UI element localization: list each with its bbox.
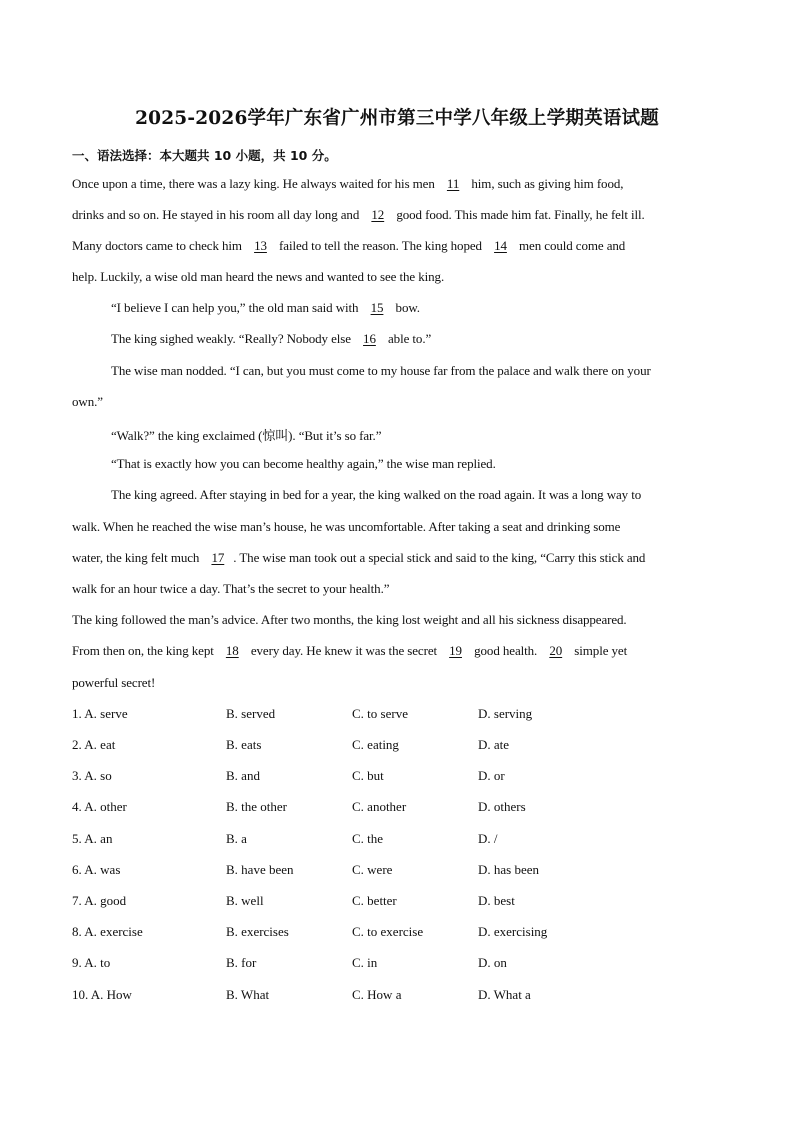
- option-c: C. in: [352, 955, 378, 970]
- passage-text: good food. This made him fat. Finally, he felt ill.: [393, 207, 645, 222]
- passage-text: Many doctors came to check him: [72, 238, 246, 253]
- passage-line: [72, 176, 623, 192]
- passage-line: “Walk?” the king exclaimed (惊叫). “But it’s so far.”: [111, 428, 382, 443]
- option-c: C. to exercise: [352, 924, 424, 939]
- passage-line: The wise man nodded. “I can, but you must come to my house far from the palace and walk there on your: [111, 363, 651, 378]
- passage-line: [72, 238, 625, 254]
- passage-line: [72, 550, 645, 566]
- option-b: B. exercises: [226, 924, 289, 939]
- option-a: 5. A. an: [72, 831, 113, 846]
- option-b: B. and: [226, 768, 260, 783]
- passage-text: water, the king felt much: [72, 550, 203, 565]
- passage-line: [111, 300, 420, 316]
- option-a: 4. A. other: [72, 799, 127, 814]
- passage-line: [111, 331, 431, 347]
- passage-line: The king followed the man’s advice. After two months, the king lost weight and all his sickness disappeared.: [72, 612, 627, 627]
- blank-15: 15: [370, 300, 384, 315]
- option-d: D. /: [478, 831, 498, 846]
- option-b: B. eats: [226, 737, 262, 752]
- option-b: B. a: [226, 831, 247, 846]
- blank-20: 20: [549, 643, 563, 658]
- passage-text: men could come and: [515, 238, 626, 253]
- option-c: C. but: [352, 768, 384, 783]
- option-b: B. the other: [226, 799, 288, 814]
- option-a: 8. A. exercise: [72, 924, 143, 939]
- option-c: C. better: [352, 893, 397, 908]
- passage-text: good health.: [470, 643, 541, 658]
- option-a: 2. A. eat: [72, 737, 116, 752]
- option-a: 10. A. How: [72, 987, 132, 1002]
- passage-text: him, such as giving him food,: [468, 176, 624, 191]
- blank-13: 13: [254, 238, 267, 253]
- option-d: D. on: [478, 955, 507, 970]
- blank-11: 11: [446, 176, 460, 191]
- passage-line: “That is exactly how you can become healthy again,” the wise man replied.: [111, 456, 496, 471]
- option-d: D. best: [478, 893, 515, 908]
- option-b: B. served: [226, 706, 276, 721]
- option-b: B. What: [226, 987, 270, 1002]
- blank-17: 17: [211, 550, 225, 565]
- passage-line: [72, 643, 627, 659]
- option-d: D. ate: [478, 737, 510, 752]
- passage-text: failed to tell the reason. The king hoped: [275, 238, 486, 253]
- option-b: B. have been: [226, 862, 294, 877]
- option-d: D. What a: [478, 987, 531, 1002]
- option-b: B. for: [226, 955, 257, 970]
- blank-18: 18: [225, 643, 239, 658]
- blank-14: 14: [494, 238, 507, 253]
- option-c: C. the: [352, 831, 384, 846]
- option-c: C. eating: [352, 737, 399, 752]
- passage-text: simple yet: [571, 643, 628, 658]
- option-a: 3. A. so: [72, 768, 112, 783]
- passage-text: every day. He knew it was the secret: [247, 643, 441, 658]
- blank-12: 12: [371, 207, 385, 222]
- passage-line: powerful secret!: [72, 675, 156, 690]
- option-a: 6. A. was: [72, 862, 121, 877]
- blank-19: 19: [449, 643, 462, 658]
- option-c: C. to serve: [352, 706, 408, 721]
- option-a: 1. A. serve: [72, 706, 128, 721]
- passage-text: . The wise man took out a special stick and said to the king, “Carry this stick and: [233, 550, 646, 565]
- option-c: C. How a: [352, 987, 402, 1002]
- option-a: 7. A. good: [72, 893, 127, 908]
- passage-line: [72, 207, 645, 223]
- passage-text: “I believe I can help you,” the old man said with: [111, 300, 362, 315]
- option-a: 9. A. to: [72, 955, 111, 970]
- blank-16: 16: [363, 331, 376, 346]
- passage-line: own.”: [72, 394, 103, 409]
- passage-text: The king sighed weakly. “Really? Nobody else: [111, 331, 355, 346]
- passage-line: help. Luckily, a wise old man heard the news and wanted to see the king.: [72, 269, 445, 284]
- section-heading: 一、语法选择：本大题共 10 小题，共 10 分。: [72, 148, 337, 163]
- option-b: B. well: [226, 893, 264, 908]
- passage-text: able to.”: [384, 331, 432, 346]
- passage-text: drinks and so on. He stayed in his room all day long and: [72, 207, 363, 222]
- option-d: D. or: [478, 768, 505, 783]
- option-c: C. were: [352, 862, 393, 877]
- passage-text: Once upon a time, there was a lazy king. He always waited for his men: [72, 176, 438, 191]
- option-d: D. exercising: [478, 924, 548, 939]
- passage-text: bow.: [392, 300, 420, 315]
- option-d: D. has been: [478, 862, 540, 877]
- option-c: C. another: [352, 799, 407, 814]
- option-d: D. others: [478, 799, 526, 814]
- option-d: D. serving: [478, 706, 533, 721]
- passage-text: From then on, the king kept: [72, 643, 217, 658]
- passage-line: walk for an hour twice a day. That’s the secret to your health.”: [72, 581, 390, 596]
- page-title: 2025-2026学年广东省广州市第三中学八年级上学期英语试题: [135, 108, 659, 129]
- passage-line: The king agreed. After staying in bed for a year, the king walked on the road again. It was a long way to: [111, 487, 642, 502]
- passage-line: walk. When he reached the wise man’s house, he was uncomfortable. After taking a seat and drinking some: [72, 519, 621, 534]
